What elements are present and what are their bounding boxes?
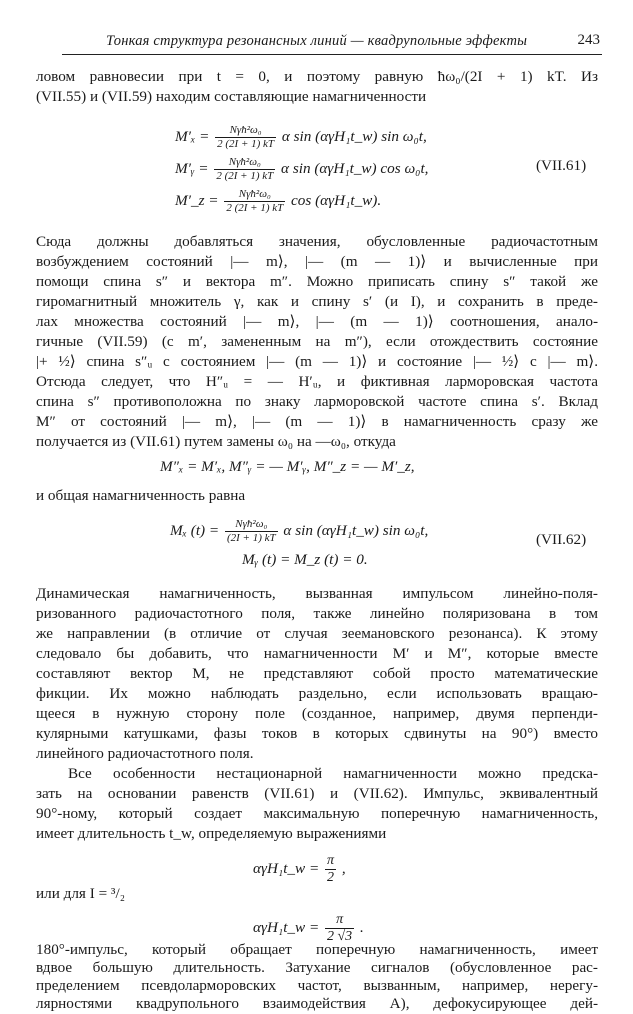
text-line: линейного радиочастотного поля. (36, 745, 254, 762)
text-line: гиромагнитный множитель γ, как и спину s′ (и I), и сохранить в преде- (36, 293, 598, 310)
text-line: лах множества состояний |— m⟩, |— (m — 1)⟩ соотношения, анало- (36, 313, 598, 330)
text-line: имеет длительность t_w, определяемую выражениями (36, 825, 387, 842)
equation-61-y: M′ᵧ = $\frac{\text{Nγħ²ω₀}}{2 (2I + 1) kT}$ α sin (αγH₁t_w) cos ω₀t, (175, 156, 429, 182)
equation-pulse-spin32: αγH₁t_w = $\frac{\pi}{2 √3}$ . (253, 912, 364, 944)
text-line: помощи спина s″ и вектора m″. Можно приписать спину s″ такой же (36, 273, 598, 290)
header-title: Тонкая структура резонансных линий — квадрупольные эффекты (106, 33, 528, 49)
equation-substitution: M″ₓ = M′ₓ, M″ᵧ = — M′ᵧ, M″_z = — M′_z, (160, 458, 415, 475)
equation-62-x: Mₓ (t) = $\frac{\text{Nγħ²ω₀}}{(2I + 1) kT}$ α sin (αγH₁t_w) sin ω₀t, (170, 518, 429, 544)
text-line: 90°-ному, который создает максимальную поперечную намагниченность, (36, 805, 598, 822)
text-line: ловом равновесии при t = 0, и поэтому равную ħω₀/(2I + 1) kT. Из (36, 68, 598, 85)
text-line: лярностями квадрупольного взаимодействия A), дефокусирующее дей- (36, 995, 598, 1012)
text-line: вдвое большую длительность. Затухание сигналов (обусловленное рас- (36, 959, 598, 976)
text-line: следовало бы добавить, что намагниченности M′ и M″, которые вместе (36, 645, 598, 662)
equation-label: (VII.61) (536, 157, 587, 174)
text-line: M″ от состояний |— m⟩, |— (m — 1)⟩ в намагниченность сразу же (36, 413, 598, 430)
text-line: гичные (VII.59) (с m′, замененным на m″), если отождествить состояние (36, 333, 598, 350)
fraction: $\frac{\pi}{2 √3}$ (327, 912, 353, 944)
fraction: $\frac{\text{Nγħ²ω₀}}{2 (2I + 1) kT}$ (216, 156, 274, 182)
text-line: Сюда должны добавляться значения, обусловленные радиочастотным (36, 233, 598, 250)
text-line: или для I = ³/₂ (36, 885, 126, 902)
text-line: (VII.55) и (VII.59) находим составляющие намагниченности (36, 88, 427, 105)
equation-label: (VII.62) (536, 531, 587, 548)
text-line: и общая намагниченность равна (36, 487, 246, 504)
text-line: Динамическая намагниченность, вызванная импульсом линейно-поля- (36, 585, 598, 602)
fraction: $\frac{\text{Nγħ²ω₀}}{(2I + 1) kT}$ (226, 518, 276, 544)
fraction: $\frac{\text{Nγħ²ω₀}}{2 (2I + 1) kT}$ (217, 124, 275, 150)
text-line: кулярными катушками, фазы токов в которых сдвинуты на 90°) вместо (36, 725, 598, 742)
text-line: составляют вектор M, не представляют собой просто математические (36, 665, 598, 682)
fraction: $\frac{\pi}{2}$ (327, 853, 335, 885)
text-line: 180°-импульс, который обращает поперечную намагниченность, имеет (36, 941, 598, 958)
equation-61-z: M′_z = $\frac{\text{Nγħ²ω₀}}{2 (2I + 1) kT}$ cos (αγH₁t_w). (175, 188, 382, 214)
text-line: щееся в нужную сторону поле (созданное, например, двумя перпенди- (36, 705, 598, 722)
equation-62-yz: Mᵧ (t) = M_z (t) = 0. (242, 551, 368, 568)
text-line: фикции. Их можно наблюдать раздельно, если использовать вращаю- (36, 685, 598, 702)
text-line: пределением псевдоларморовских частот, вызванным, например, нерегу- (36, 977, 598, 994)
text-line: зать на основании равенств (VII.61) и (VII.62). Импульс, эквивалентный (36, 785, 598, 802)
text-line: получается из (VII.61) путем замены ω₀ на —ω₀, откуда (36, 433, 396, 450)
page-number: 243 (577, 32, 600, 48)
text-line: Все особенности нестационарной намагниченности можно предска- (68, 765, 598, 782)
running-header (62, 30, 602, 55)
text-line: возбуждением состояний |— m⟩, |— (m — 1)⟩ и вычисленные при (36, 253, 598, 270)
text-line: ризованного радиочастотного поля, также линейно поляризована в том (36, 605, 598, 622)
text-line: спина s″ противоположна по знаку ларморовской частоте спина s′. Вклад (36, 393, 598, 410)
equation-pulse-90: αγH₁t_w = $\frac{\pi}{2}$ , (253, 853, 346, 885)
fraction: $\frac{\text{Nγħ²ω₀}}{2 (2I + 1) kT}$ (226, 188, 284, 214)
text-line: же направлении (в отличие от случая зеемановского резонанса). К этому (36, 625, 598, 642)
text-line: |+ ½⟩ спина s″ᵤ с состоянием |— (m — 1)⟩ и состояние |— ½⟩ с |— m⟩. (36, 353, 598, 370)
equation-61-x: M′ₓ = $\frac{\text{Nγħ²ω₀}}{2 (2I + 1) kT}$ α sin (αγH₁t_w) sin ω₀t, (175, 124, 427, 150)
text-line: Отсюда следует, что H″ᵤ = — H′ᵤ, и фиктивная ларморовская частота (36, 373, 598, 390)
